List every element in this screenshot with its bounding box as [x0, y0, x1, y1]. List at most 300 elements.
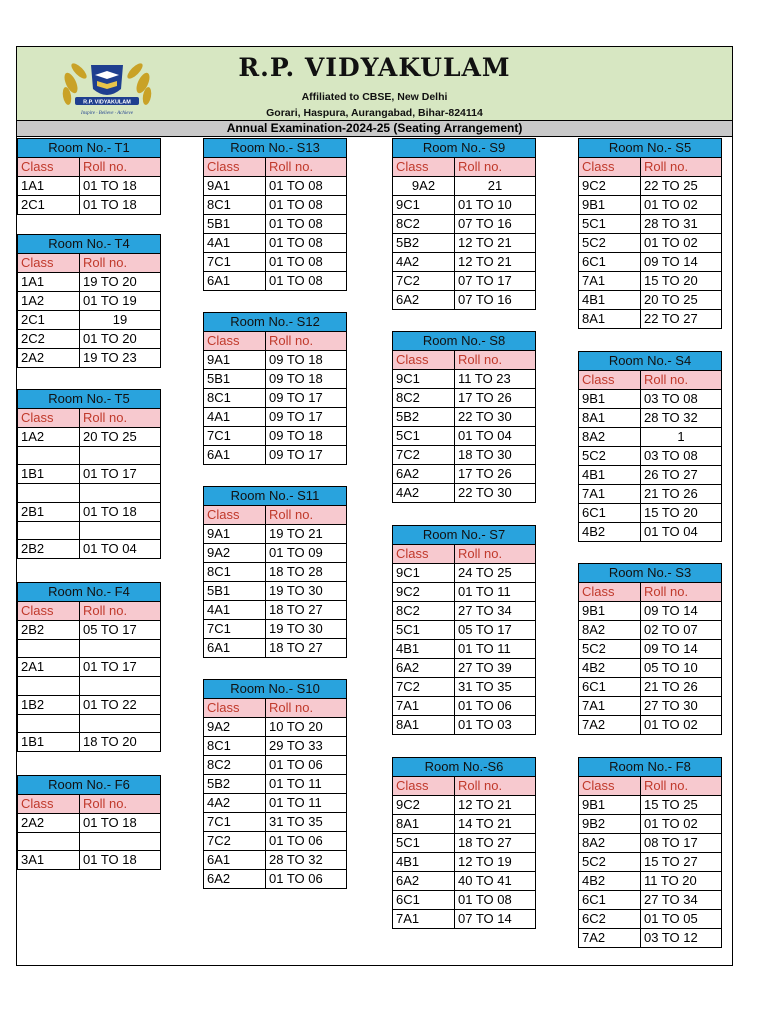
table-row — [18, 658, 161, 677]
roll-cell: 15 TO 27 — [641, 853, 722, 872]
class-cell — [18, 714, 80, 732]
class-cell: 4B2 — [579, 872, 641, 891]
class-cell: 6C1 — [579, 678, 641, 697]
roll-cell: 22 TO 25 — [641, 177, 722, 196]
class-cell: 9A2 — [204, 544, 266, 563]
roll-cell: 01 TO 04 — [80, 539, 161, 558]
class-cell: 9C1 — [393, 196, 455, 215]
roll-cell: 19 TO 30 — [266, 582, 347, 601]
class-column-header: Class — [18, 254, 80, 273]
roll-cell: 03 TO 12 — [641, 929, 722, 948]
class-cell: 7C1 — [204, 427, 266, 446]
room-title: Room No.- T1 — [18, 139, 161, 158]
roll-cell: 17 TO 26 — [455, 389, 536, 408]
roll-cell: 05 TO 10 — [641, 659, 722, 678]
class-cell: 3A1 — [18, 851, 80, 870]
class-cell: 6C1 — [579, 891, 641, 910]
class-cell: 9C2 — [393, 583, 455, 602]
roll-cell: 31 TO 35 — [266, 813, 347, 832]
class-column-header: Class — [393, 545, 455, 564]
table-row — [579, 602, 722, 621]
roll-cell: 28 TO 32 — [266, 851, 347, 870]
class-cell: 4A1 — [204, 234, 266, 253]
roll-cell: 18 TO 27 — [266, 601, 347, 620]
roll-cell: 07 TO 16 — [455, 215, 536, 234]
roll-cell: 01 TO 02 — [641, 815, 722, 834]
table-row — [204, 756, 347, 775]
table-row — [18, 502, 161, 521]
class-cell: 2A2 — [18, 814, 80, 833]
roll-cell: 18 TO 27 — [455, 834, 536, 853]
roll-cell: 28 TO 31 — [641, 215, 722, 234]
table-row — [393, 659, 536, 678]
table-row — [204, 870, 347, 889]
table-row — [393, 564, 536, 583]
class-column-header: Class — [204, 506, 266, 525]
table-row — [393, 234, 536, 253]
room-table — [578, 757, 722, 948]
class-cell: 4B1 — [393, 853, 455, 872]
class-cell: 7C1 — [204, 620, 266, 639]
roll-column-header: Roll no. — [80, 158, 161, 177]
room-title: Room No.-S6 — [393, 758, 536, 777]
class-cell: 6C1 — [579, 504, 641, 523]
class-column-header: Class — [393, 777, 455, 796]
table-row — [393, 389, 536, 408]
room-title: Room No.- S7 — [393, 526, 536, 545]
class-column-header: Class — [579, 158, 641, 177]
table-row — [579, 640, 722, 659]
table-row — [393, 697, 536, 716]
roll-cell: 09 TO 17 — [266, 446, 347, 465]
roll-cell: 01 TO 08 — [266, 253, 347, 272]
class-cell: 4B2 — [579, 523, 641, 542]
roll-cell: 01 TO 11 — [266, 794, 347, 813]
table-row — [18, 273, 161, 292]
class-cell — [18, 833, 80, 851]
table-row — [204, 446, 347, 465]
roll-cell: 01 TO 17 — [80, 465, 161, 484]
table-row — [393, 215, 536, 234]
roll-cell: 01 TO 17 — [80, 658, 161, 677]
table-row — [579, 716, 722, 735]
roll-cell: 01 TO 18 — [80, 196, 161, 215]
class-cell — [18, 447, 80, 465]
roll-cell: 12 TO 21 — [455, 234, 536, 253]
class-cell: 5C1 — [579, 215, 641, 234]
roll-column-header: Roll no. — [455, 777, 536, 796]
room-title: Room No.- T5 — [18, 390, 161, 409]
table-row — [393, 408, 536, 427]
table-row — [393, 602, 536, 621]
roll-cell: 01 TO 06 — [455, 697, 536, 716]
roll-cell: 09 TO 14 — [641, 640, 722, 659]
class-cell: 8A1 — [393, 716, 455, 735]
roll-cell: 01 TO 06 — [266, 832, 347, 851]
table-row — [204, 234, 347, 253]
class-cell: 6A1 — [204, 446, 266, 465]
table-row — [579, 409, 722, 428]
table-row — [579, 196, 722, 215]
room-table — [203, 312, 347, 465]
room-table — [17, 775, 161, 870]
table-row — [18, 292, 161, 311]
roll-cell: 01 TO 02 — [641, 234, 722, 253]
table-row — [204, 215, 347, 234]
table-row — [204, 351, 347, 370]
class-cell: 9B1 — [579, 602, 641, 621]
class-column-header: Class — [18, 795, 80, 814]
class-cell: 8C1 — [204, 563, 266, 582]
class-cell: 5C1 — [393, 621, 455, 640]
roll-cell: 01 TO 19 — [80, 292, 161, 311]
roll-cell: 27 TO 34 — [641, 891, 722, 910]
class-cell: 5B2 — [204, 775, 266, 794]
room-table — [392, 138, 536, 310]
table-row — [18, 447, 161, 465]
class-cell: 7C1 — [204, 813, 266, 832]
roll-cell: 01 TO 18 — [80, 851, 161, 870]
roll-cell: 09 TO 18 — [266, 351, 347, 370]
roll-cell: 01 TO 18 — [80, 502, 161, 521]
class-cell: 5C1 — [393, 834, 455, 853]
table-row — [204, 427, 347, 446]
roll-cell: 01 TO 05 — [641, 910, 722, 929]
roll-cell: 19 TO 21 — [266, 525, 347, 544]
class-column-header: Class — [579, 777, 641, 796]
room-title: Room No.- S11 — [204, 487, 347, 506]
class-cell: 9A1 — [204, 177, 266, 196]
roll-cell — [80, 484, 161, 502]
room-table — [17, 234, 161, 368]
class-cell: 5C2 — [579, 853, 641, 872]
room-table — [578, 563, 722, 735]
class-cell: 6C2 — [579, 910, 641, 929]
table-row — [393, 370, 536, 389]
table-row — [393, 446, 536, 465]
roll-column-header: Roll no. — [641, 371, 722, 390]
school-name: R.P. VIDYAKULAM — [238, 53, 511, 82]
class-cell: 4A1 — [204, 408, 266, 427]
table-row — [393, 678, 536, 697]
class-cell: 9A1 — [204, 525, 266, 544]
class-cell: 7A2 — [579, 716, 641, 735]
table-row — [18, 677, 161, 695]
roll-cell: 01 TO 11 — [455, 583, 536, 602]
roll-cell: 20 TO 25 — [80, 428, 161, 447]
roll-cell — [80, 447, 161, 465]
table-row — [579, 272, 722, 291]
table-row — [393, 253, 536, 272]
class-cell: 8A2 — [579, 428, 641, 447]
table-row — [393, 910, 536, 929]
class-cell: 5B1 — [204, 215, 266, 234]
class-cell: 8A1 — [579, 310, 641, 329]
table-row — [393, 196, 536, 215]
class-cell: 7A1 — [579, 485, 641, 504]
roll-cell: 1 — [641, 428, 722, 447]
class-cell: 7C1 — [204, 253, 266, 272]
roll-cell: 01 TO 02 — [641, 196, 722, 215]
class-cell: 6A2 — [204, 870, 266, 889]
class-column-header: Class — [204, 332, 266, 351]
roll-cell: 20 TO 25 — [641, 291, 722, 310]
roll-cell: 15 TO 20 — [641, 272, 722, 291]
roll-cell: 08 TO 17 — [641, 834, 722, 853]
table-row — [393, 796, 536, 815]
table-row — [579, 447, 722, 466]
roll-cell: 01 TO 20 — [80, 330, 161, 349]
roll-cell: 22 TO 30 — [455, 408, 536, 427]
roll-cell: 07 TO 17 — [455, 272, 536, 291]
address-text: Gorari, Haspura, Aurangabad, Bihar-824114 — [266, 107, 483, 119]
class-cell: 1A2 — [18, 292, 80, 311]
roll-cell: 01 TO 06 — [266, 870, 347, 889]
class-cell: 9B1 — [579, 796, 641, 815]
roll-column-header: Roll no. — [641, 583, 722, 602]
class-column-header: Class — [204, 699, 266, 718]
table-row — [204, 177, 347, 196]
table-row — [579, 853, 722, 872]
class-cell: 8A2 — [579, 834, 641, 853]
class-cell: 5C2 — [579, 640, 641, 659]
roll-cell: 01 TO 11 — [266, 775, 347, 794]
class-cell: 1A1 — [18, 273, 80, 292]
roll-cell: 27 TO 39 — [455, 659, 536, 678]
table-row — [393, 465, 536, 484]
roll-cell: 11 TO 20 — [641, 872, 722, 891]
table-row — [579, 815, 722, 834]
table-row — [204, 196, 347, 215]
class-cell: 8C1 — [204, 196, 266, 215]
class-cell: 7A2 — [579, 929, 641, 948]
room-title: Room No.- F4 — [18, 583, 161, 602]
table-row — [579, 929, 722, 948]
class-cell — [18, 640, 80, 658]
class-cell: 4A2 — [204, 794, 266, 813]
table-row — [18, 621, 161, 640]
table-row — [579, 466, 722, 485]
roll-column-header: Roll no. — [641, 158, 722, 177]
class-cell: 1A2 — [18, 428, 80, 447]
table-row — [18, 833, 161, 851]
roll-cell: 22 TO 27 — [641, 310, 722, 329]
logo-motto: Inspire · Believe · Achieve — [81, 111, 133, 116]
table-row — [204, 718, 347, 737]
class-column-header: Class — [18, 158, 80, 177]
table-row — [393, 272, 536, 291]
room-title: Room No.- S10 — [204, 680, 347, 699]
class-cell: 9A2 — [204, 718, 266, 737]
header-banner — [17, 47, 732, 121]
class-cell: 9B2 — [579, 815, 641, 834]
table-row — [393, 891, 536, 910]
roll-cell: 03 TO 08 — [641, 390, 722, 409]
class-cell: 6A2 — [393, 872, 455, 891]
class-cell: 5C1 — [393, 427, 455, 446]
roll-cell: 01 TO 09 — [266, 544, 347, 563]
roll-cell: 09 TO 14 — [641, 253, 722, 272]
class-cell: 7C2 — [393, 446, 455, 465]
roll-column-header: Roll no. — [455, 351, 536, 370]
table-row — [579, 891, 722, 910]
roll-cell: 09 TO 17 — [266, 408, 347, 427]
room-title: Room No.- F8 — [579, 758, 722, 777]
roll-cell: 02 TO 07 — [641, 621, 722, 640]
roll-cell: 01 TO 02 — [641, 716, 722, 735]
table-row — [18, 484, 161, 502]
table-row — [18, 851, 161, 870]
table-row — [393, 621, 536, 640]
table-row — [204, 408, 347, 427]
room-table — [392, 525, 536, 735]
class-column-header: Class — [18, 602, 80, 621]
room-title: Room No.- S12 — [204, 313, 347, 332]
table-row — [18, 349, 161, 368]
roll-cell: 27 TO 30 — [641, 697, 722, 716]
room-table — [203, 486, 347, 658]
roll-cell: 12 TO 19 — [455, 853, 536, 872]
roll-cell: 21 TO 26 — [641, 678, 722, 697]
roll-cell: 15 TO 20 — [641, 504, 722, 523]
class-cell: 8C1 — [204, 389, 266, 408]
table-row — [579, 659, 722, 678]
class-cell: 5B1 — [204, 370, 266, 389]
roll-cell: 11 TO 23 — [455, 370, 536, 389]
roll-column-header: Roll no. — [641, 777, 722, 796]
roll-cell: 17 TO 26 — [455, 465, 536, 484]
table-row — [393, 427, 536, 446]
table-row — [204, 389, 347, 408]
table-row — [204, 253, 347, 272]
table-row — [579, 215, 722, 234]
table-row — [579, 834, 722, 853]
roll-column-header: Roll no. — [266, 506, 347, 525]
table-row — [579, 485, 722, 504]
class-column-header: Class — [204, 158, 266, 177]
class-cell: 1B2 — [18, 695, 80, 714]
room-table — [392, 757, 536, 929]
roll-cell: 28 TO 32 — [641, 409, 722, 428]
room-table — [578, 138, 722, 329]
class-column-header: Class — [18, 409, 80, 428]
class-cell: 8A2 — [579, 621, 641, 640]
class-cell: 9C1 — [393, 370, 455, 389]
class-cell: 4B1 — [579, 466, 641, 485]
roll-cell: 22 TO 30 — [455, 484, 536, 503]
class-cell: 7C2 — [393, 272, 455, 291]
class-cell: 4A2 — [393, 253, 455, 272]
roll-cell: 19 TO 30 — [266, 620, 347, 639]
roll-column-header: Roll no. — [80, 795, 161, 814]
roll-cell: 01 TO 18 — [80, 177, 161, 196]
class-cell: 4B2 — [579, 659, 641, 678]
class-column-header: Class — [393, 351, 455, 370]
room-table — [203, 679, 347, 889]
roll-cell: 01 TO 08 — [266, 215, 347, 234]
roll-cell: 29 TO 33 — [266, 737, 347, 756]
table-row — [18, 814, 161, 833]
class-cell — [18, 484, 80, 502]
table-row — [18, 640, 161, 658]
class-cell: 5B2 — [393, 408, 455, 427]
table-row — [579, 872, 722, 891]
room-title: Room No.- F6 — [18, 776, 161, 795]
roll-cell: 01 TO 08 — [266, 177, 347, 196]
table-row — [579, 678, 722, 697]
roll-cell: 01 TO 04 — [641, 523, 722, 542]
roll-cell: 12 TO 21 — [455, 253, 536, 272]
roll-cell: 05 TO 17 — [80, 621, 161, 640]
table-row — [393, 834, 536, 853]
roll-cell: 01 TO 08 — [266, 196, 347, 215]
roll-cell: 15 TO 25 — [641, 796, 722, 815]
roll-column-header: Roll no. — [80, 602, 161, 621]
table-row — [579, 253, 722, 272]
class-cell: 4A1 — [204, 601, 266, 620]
roll-cell: 18 TO 28 — [266, 563, 347, 582]
table-row — [204, 775, 347, 794]
roll-cell: 01 TO 08 — [266, 272, 347, 291]
table-row — [579, 697, 722, 716]
class-cell: 8C2 — [393, 602, 455, 621]
table-row — [18, 428, 161, 447]
room-title: Room No.- S9 — [393, 139, 536, 158]
roll-column-header: Roll no. — [266, 158, 347, 177]
class-cell: 2B2 — [18, 621, 80, 640]
roll-column-header: Roll no. — [455, 158, 536, 177]
class-cell: 9B1 — [579, 390, 641, 409]
logo-banner-text: R.P. VIDYAKULAM — [83, 99, 131, 106]
class-cell: 9C1 — [393, 564, 455, 583]
roll-column-header: Roll no. — [80, 409, 161, 428]
table-row — [204, 851, 347, 870]
class-cell: 9A2 — [393, 177, 455, 196]
roll-cell: 21 — [455, 177, 536, 196]
table-row — [18, 695, 161, 714]
affiliation-text: Affiliated to CBSE, New Delhi — [301, 91, 448, 103]
table-row — [204, 601, 347, 620]
table-row — [579, 504, 722, 523]
exam-title: Annual Examination-2024-25 (Seating Arrangement) — [17, 121, 732, 137]
table-row — [204, 639, 347, 658]
room-table — [17, 389, 161, 559]
class-cell: 6A1 — [204, 272, 266, 291]
roll-cell: 01 TO 03 — [455, 716, 536, 735]
table-row — [393, 716, 536, 735]
room-table — [578, 351, 722, 542]
table-row — [204, 370, 347, 389]
room-title: Room No.- T4 — [18, 235, 161, 254]
table-row — [18, 177, 161, 196]
class-cell: 1B1 — [18, 732, 80, 751]
table-row — [204, 813, 347, 832]
class-cell: 6A2 — [393, 465, 455, 484]
roll-column-header: Roll no. — [266, 699, 347, 718]
class-cell: 2C1 — [18, 196, 80, 215]
roll-cell: 10 TO 20 — [266, 718, 347, 737]
class-cell: 1B1 — [18, 465, 80, 484]
roll-cell: 01 TO 10 — [455, 196, 536, 215]
roll-cell: 07 TO 16 — [455, 291, 536, 310]
room-table — [203, 138, 347, 291]
table-row — [18, 521, 161, 539]
table-row — [393, 640, 536, 659]
class-cell: 5B1 — [204, 582, 266, 601]
class-column-header: Class — [579, 583, 641, 602]
roll-cell: 03 TO 08 — [641, 447, 722, 466]
class-cell: 8C2 — [393, 215, 455, 234]
